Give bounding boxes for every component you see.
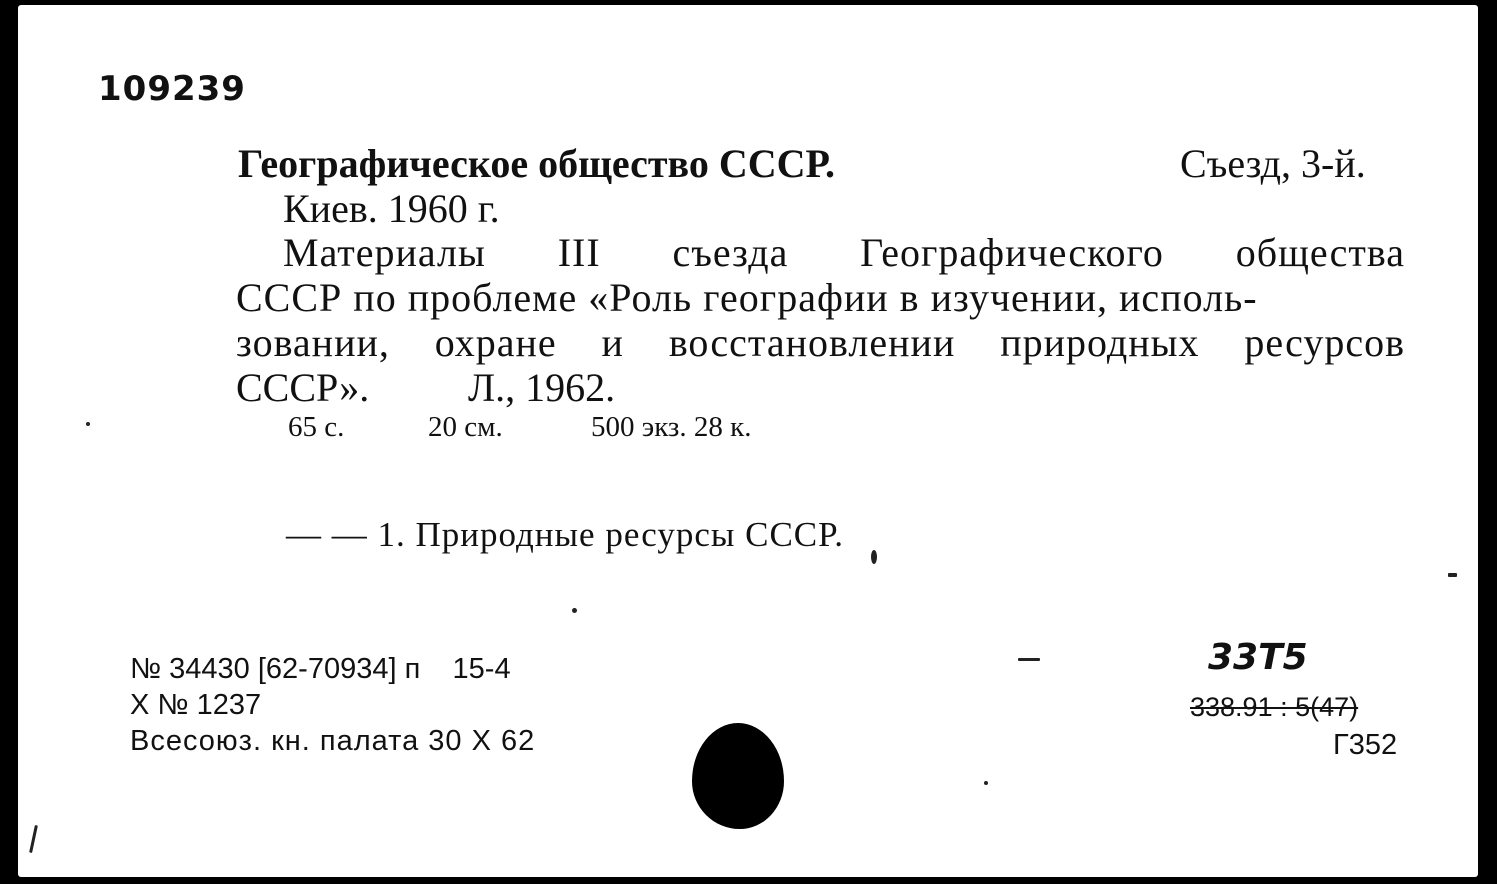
speck [29, 825, 38, 853]
speck [984, 781, 988, 785]
title-line-3 [236, 319, 1405, 366]
speck [572, 608, 577, 613]
size: 20 см. [428, 411, 503, 443]
title-line-2: СССР по проблеме «Роль географии в изучении, исполь- [236, 275, 1258, 320]
title-line-4: СССР». [236, 365, 370, 410]
print-run-price: 500 экз. 28 к. [591, 411, 752, 443]
heading-right: Съезд, 3-й. [1180, 141, 1366, 186]
title-word: зовании, [236, 320, 390, 365]
classification-struck: 338.91 : 5(47) [1190, 692, 1359, 722]
title-word: охране [434, 320, 557, 365]
publication-info: Л., 1962. [468, 365, 616, 410]
inventory-number: 109239 [98, 69, 246, 109]
speck [1018, 658, 1040, 661]
classification-code: Г352 [1333, 729, 1398, 761]
record-line-3: Всесоюз. кн. палата 30 X 62 [130, 725, 536, 757]
title-word: III [557, 230, 601, 275]
title-word: Материалы [283, 230, 486, 275]
title-word: восстановлении [668, 320, 956, 365]
title-word: и [601, 320, 624, 365]
speck [871, 550, 877, 564]
title-word: природных [1000, 320, 1200, 365]
title-word: Географического [860, 230, 1164, 275]
card-heading: Географическое общество СССР. [238, 141, 835, 186]
record-line-2: X № 1237 [130, 689, 262, 721]
title-word: ресурсов [1244, 320, 1405, 365]
title-word: съезда [672, 230, 789, 275]
punch-hole [692, 723, 784, 829]
speck [86, 422, 90, 426]
subject-heading: — — 1. Природные ресурсы СССР. [286, 515, 844, 554]
title-word: общества [1235, 230, 1405, 275]
catalog-card [18, 5, 1478, 877]
place-date-line: Киев. 1960 г. [283, 186, 500, 231]
pages: 65 с. [288, 411, 345, 443]
record-line-1: № 34430 [62-70934] п 15-4 [130, 653, 511, 685]
classification-handwritten: 33Т5 [1208, 637, 1308, 678]
speck [1448, 573, 1457, 577]
title-line-1 [283, 229, 1405, 276]
